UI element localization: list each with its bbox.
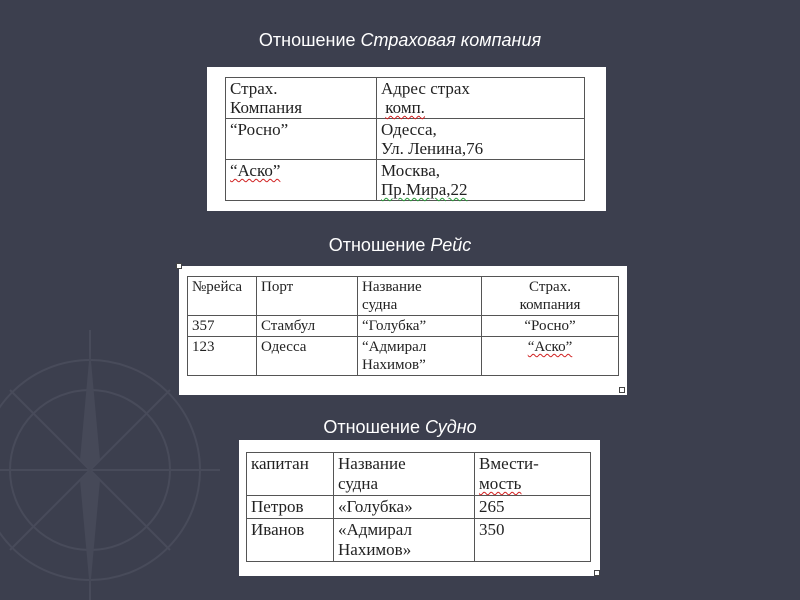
table-cell — [226, 119, 377, 160]
cell-text: 350 — [479, 520, 505, 539]
header-text: капитан — [251, 454, 309, 473]
header-text: Страх. — [529, 279, 571, 295]
table-cell — [482, 337, 619, 376]
table-cell — [334, 519, 475, 562]
heading-prefix: Отношение — [323, 417, 425, 437]
resize-handle[interactable] — [176, 263, 182, 269]
table-cell — [482, 316, 619, 337]
resize-handle[interactable] — [619, 387, 625, 393]
heading-prefix: Отношение — [328, 235, 431, 255]
header-text: мость — [479, 474, 522, 493]
cell-text: 265 — [479, 497, 505, 516]
table-row — [226, 119, 585, 160]
cell-text: 357 — [192, 318, 215, 334]
cell-text: Нахимов» — [338, 540, 412, 559]
table-cell — [188, 337, 257, 376]
table-card-voyage — [179, 266, 627, 395]
cell-text: “Росно” — [524, 318, 576, 334]
cell-text: Стамбул — [261, 318, 316, 334]
heading-insurance-company — [0, 30, 800, 51]
table-cell — [188, 316, 257, 337]
header-text: судна — [338, 474, 379, 493]
header-cell — [475, 453, 591, 496]
table-cell — [334, 496, 475, 519]
table-row — [247, 519, 591, 562]
resize-handle[interactable] — [594, 570, 600, 576]
header-text: Адрес страх — [381, 79, 470, 98]
table-cell — [475, 496, 591, 519]
table-header-row — [247, 453, 591, 496]
table-header-row — [188, 277, 619, 316]
table-cell — [257, 316, 358, 337]
header-cell — [188, 277, 257, 316]
cell-text: “Аско” — [230, 161, 281, 180]
header-text: судна — [362, 297, 398, 313]
cell-text: “Голубка” — [362, 318, 427, 334]
cell-text: Москва, — [381, 161, 441, 180]
table-cell — [358, 337, 482, 376]
header-text: Название — [362, 279, 422, 295]
heading-prefix: Отношение — [258, 30, 361, 50]
table-row — [188, 337, 619, 376]
table-cell — [247, 496, 334, 519]
table-row — [188, 316, 619, 337]
header-text: компания — [519, 297, 581, 313]
table-cell — [226, 160, 377, 201]
header-cell — [257, 277, 358, 316]
cell-text: «Адмирал — [338, 520, 412, 539]
header-cell — [377, 78, 585, 119]
cell-text: Иванов — [251, 520, 305, 539]
header-text: №рейса — [192, 279, 242, 295]
table-cell — [475, 519, 591, 562]
cell-text: Нахимов” — [362, 357, 426, 373]
cell-text: “Росно” — [230, 120, 289, 139]
table-cell — [377, 160, 585, 201]
cell-text: «Голубка» — [338, 497, 413, 516]
ship-table — [246, 452, 591, 562]
cell-text: Пр.Мира,22 — [381, 180, 468, 199]
table-card-ship — [239, 440, 600, 576]
table-cell — [377, 119, 585, 160]
heading-relation-name: Судно — [424, 417, 477, 437]
header-text-part: комп. — [385, 98, 425, 117]
table-cell — [358, 316, 482, 337]
header-text: Название — [338, 454, 406, 473]
heading-voyage — [0, 235, 800, 256]
table-cell — [247, 519, 334, 562]
header-cell — [482, 277, 619, 316]
table-header-row — [226, 78, 585, 119]
cell-text: Одесса, — [381, 120, 437, 139]
table-card-insurance — [207, 67, 606, 211]
table-row — [247, 496, 591, 519]
header-text: Компания — [230, 98, 303, 117]
header-cell — [247, 453, 334, 496]
header-cell — [358, 277, 482, 316]
table-cell — [257, 337, 358, 376]
header-cell — [334, 453, 475, 496]
header-text — [381, 98, 580, 117]
cell-text: “Аско” — [527, 339, 573, 355]
cell-text: Одесса — [261, 339, 307, 355]
header-cell — [226, 78, 377, 119]
header-text: Порт — [261, 279, 294, 295]
voyage-table — [187, 276, 619, 376]
table-row — [226, 160, 585, 201]
header-text: Страх. — [230, 79, 278, 98]
heading-relation-name: Рейс — [430, 235, 472, 255]
cell-text: “Адмирал — [362, 339, 427, 355]
cell-text: 123 — [192, 339, 215, 355]
insurance-table — [225, 77, 585, 201]
cell-text: Петров — [251, 497, 304, 516]
cell-text: Ул. Ленина,76 — [381, 139, 484, 158]
heading-ship — [0, 417, 800, 438]
heading-relation-name: Страховая компания — [360, 30, 542, 50]
header-text: Вмести- — [479, 454, 539, 473]
